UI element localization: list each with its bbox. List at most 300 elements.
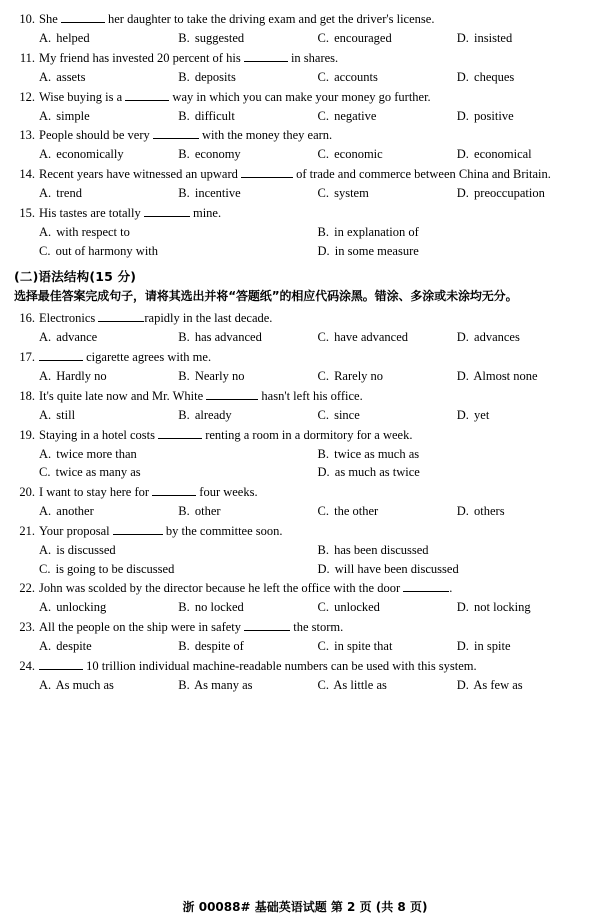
option-text: As little as <box>330 677 387 692</box>
question-item <box>14 348 596 386</box>
option-choice[interactable] <box>178 107 317 126</box>
question-text <box>39 522 596 541</box>
question-text-before-blank: Wise buying is a <box>39 89 126 104</box>
option-label: B. <box>178 186 190 200</box>
question-text-after-blank: 10 trillion individual machine-readable numbers can be used with this system. <box>83 658 477 673</box>
option-choice[interactable] <box>39 184 178 203</box>
option-text: deposits <box>191 69 236 84</box>
question-text-before-blank: I want to stay here for <box>39 485 153 499</box>
option-choice[interactable] <box>39 406 178 425</box>
section-directions: 选择最佳答案完成句子，请将其选出并将“答题纸”的相应代码涂黑。错涂、多涂或未涂均无分。 <box>14 289 518 304</box>
option-choice[interactable] <box>178 145 317 164</box>
option-row <box>14 242 596 261</box>
option-choice[interactable] <box>318 676 457 695</box>
option-row <box>14 107 596 126</box>
question-item <box>14 483 596 521</box>
option-label: D. <box>317 243 330 258</box>
option-label: C. <box>317 677 329 692</box>
option-choice[interactable] <box>178 29 317 48</box>
option-choice[interactable] <box>318 445 597 464</box>
question-text-after-blank: cigarette agrees with me. <box>83 350 212 364</box>
question-text <box>39 387 596 406</box>
option-label: A. <box>39 369 52 383</box>
option-choice[interactable] <box>457 68 596 87</box>
option-row <box>14 560 596 579</box>
option-choice[interactable] <box>457 367 596 386</box>
option-text: has been discussed <box>330 542 429 557</box>
option-label: B. <box>178 639 190 653</box>
question-text-before-blank: All the people on the ship were in safety <box>39 620 245 634</box>
option-row <box>14 445 596 464</box>
option-text: encouraged <box>330 31 392 45</box>
option-label: C. <box>317 407 329 422</box>
question-text <box>39 483 596 502</box>
option-text: insisted <box>470 31 513 45</box>
option-text: as much as twice <box>331 465 420 480</box>
option-label: D. <box>317 465 330 480</box>
question-stem <box>14 348 596 367</box>
option-choice[interactable] <box>318 29 457 48</box>
option-text: cheques <box>470 69 515 84</box>
option-row <box>14 502 596 521</box>
option-label: C. <box>317 369 329 383</box>
option-choice[interactable] <box>39 145 178 164</box>
question-text-after-blank: the storm. <box>290 620 344 634</box>
option-choice[interactable] <box>318 637 457 656</box>
option-choice[interactable] <box>457 107 596 126</box>
option-text: out of harmony with <box>52 243 159 258</box>
question-text-after-blank: . <box>449 581 453 596</box>
option-choice[interactable] <box>39 560 318 579</box>
option-row <box>14 328 596 347</box>
option-choice[interactable] <box>457 29 596 48</box>
option-label: C. <box>39 465 51 480</box>
option-text: in explanation of <box>330 224 419 239</box>
option-choice[interactable] <box>39 637 178 656</box>
option-choice[interactable] <box>318 328 457 347</box>
option-label: B. <box>178 504 190 518</box>
question-text <box>39 204 596 223</box>
option-choice[interactable] <box>39 541 318 560</box>
question-text-before-blank: People should be very <box>39 128 153 143</box>
question-text-before-blank: Staying in a hotel costs <box>39 427 159 442</box>
option-choice[interactable] <box>318 367 457 386</box>
option-choice[interactable] <box>457 598 596 617</box>
question-text-after-blank: in shares. <box>287 50 339 65</box>
option-label: D. <box>456 147 469 162</box>
option-text: already <box>191 407 232 422</box>
option-text: with respect to <box>53 224 130 239</box>
option-choice[interactable] <box>39 242 318 261</box>
option-text: yet <box>470 407 490 422</box>
question-text-after-blank: with the money they earn. <box>198 128 333 143</box>
footer-text: 浙 00088# 基础英语试题 第 2 页 (共 8 页) <box>182 900 428 914</box>
option-choice[interactable] <box>318 145 457 164</box>
question-number: 20. <box>19 485 35 499</box>
question-item <box>14 522 596 579</box>
question-text-after-blank: her daughter to take the driving exam and get the driver's license. <box>104 12 435 26</box>
answer-blank[interactable] <box>113 522 163 535</box>
option-choice[interactable] <box>318 184 457 203</box>
option-label: C. <box>317 69 329 84</box>
option-text: other <box>191 504 221 518</box>
option-label: B. <box>178 330 190 345</box>
option-label: A. <box>39 69 52 84</box>
option-label: A. <box>39 446 52 461</box>
answer-blank[interactable] <box>39 348 83 361</box>
option-label: D. <box>456 407 469 422</box>
question-text-before-blank: His tastes are totally <box>39 205 144 220</box>
option-label: D. <box>456 186 469 200</box>
option-label: D. <box>456 108 469 123</box>
question-text <box>39 618 596 637</box>
question-text-before-blank: My friend has invested 20 percent of his <box>39 50 244 65</box>
question-text-before-blank: Your proposal <box>39 523 113 538</box>
option-label: B. <box>178 108 190 123</box>
option-choice[interactable] <box>318 68 457 87</box>
answer-blank[interactable] <box>153 126 199 139</box>
option-choice[interactable] <box>39 29 178 48</box>
option-text: despite of <box>191 639 244 653</box>
questions-group-grammar <box>14 309 596 694</box>
option-label: D. <box>456 369 469 383</box>
question-text <box>39 426 596 445</box>
option-label: B. <box>178 147 190 162</box>
answer-blank[interactable] <box>206 387 258 400</box>
option-label: D. <box>456 330 469 345</box>
option-label: A. <box>39 186 52 200</box>
option-label: D. <box>456 69 469 84</box>
question-number: 14. <box>19 167 35 181</box>
question-text-after-blank: mine. <box>189 205 222 220</box>
option-text: still <box>53 407 76 422</box>
option-text: since <box>330 407 360 422</box>
answer-blank[interactable] <box>39 657 83 670</box>
option-choice[interactable] <box>318 242 597 261</box>
question-item <box>14 88 596 126</box>
question-stem <box>14 88 596 107</box>
option-text: economically <box>53 147 124 162</box>
option-label: D. <box>456 600 469 615</box>
option-choice[interactable] <box>39 502 178 521</box>
option-choice[interactable] <box>318 502 457 521</box>
option-label: C. <box>317 147 329 162</box>
answer-blank[interactable] <box>98 309 144 322</box>
option-choice[interactable] <box>39 445 318 464</box>
question-number: 19. <box>19 427 35 442</box>
option-row <box>14 184 596 203</box>
option-text: twice as many as <box>52 465 141 480</box>
question-text-before-blank: Recent years have witnessed an upward <box>39 167 242 181</box>
question-item <box>14 657 596 695</box>
question-stem <box>14 49 596 68</box>
option-choice[interactable] <box>178 367 317 386</box>
question-item <box>14 309 596 347</box>
option-choice[interactable] <box>457 328 596 347</box>
option-choice[interactable] <box>457 184 596 203</box>
option-text: economic <box>330 147 383 162</box>
section-title: (二)语法结构(15 分) <box>14 269 137 285</box>
option-label: A. <box>39 542 52 557</box>
option-choice[interactable] <box>39 367 178 386</box>
option-choice[interactable] <box>178 598 317 617</box>
option-text: another <box>53 504 94 518</box>
option-label: A. <box>39 639 52 653</box>
question-number: 18. <box>19 388 35 403</box>
option-label: C. <box>317 108 329 123</box>
option-choice[interactable] <box>39 68 178 87</box>
option-text: trend <box>53 186 82 200</box>
question-stem <box>14 126 596 145</box>
question-stem <box>14 522 596 541</box>
option-text: positive <box>470 108 514 123</box>
option-text: suggested <box>191 31 245 45</box>
option-text: Nearly no <box>191 369 245 383</box>
option-row <box>14 406 596 425</box>
question-text-after-blank: hasn't left his office. <box>258 388 363 403</box>
option-text: has advanced <box>191 330 262 345</box>
option-text: economical <box>470 147 532 162</box>
option-choice[interactable] <box>318 560 597 579</box>
answer-blank[interactable] <box>241 165 293 178</box>
option-label: B. <box>178 369 190 383</box>
option-choice[interactable] <box>457 145 596 164</box>
option-label: D. <box>317 561 330 576</box>
option-label: A. <box>39 330 52 345</box>
option-row <box>14 541 596 560</box>
option-text: difficult <box>191 108 235 123</box>
answer-blank[interactable] <box>144 204 190 217</box>
question-item <box>14 618 596 656</box>
option-label: C. <box>317 504 329 518</box>
answer-blank[interactable] <box>403 579 449 592</box>
option-label: B. <box>178 600 190 615</box>
option-text: Hardly no <box>53 369 107 383</box>
option-text: As many as <box>191 677 253 692</box>
question-text-after-blank: rapidly in the last decade. <box>144 311 273 326</box>
option-label: A. <box>39 407 52 422</box>
option-row <box>14 598 596 617</box>
question-stem <box>14 657 596 676</box>
option-row <box>14 223 596 242</box>
option-choice[interactable] <box>39 676 178 695</box>
question-text <box>39 88 596 107</box>
option-choice[interactable] <box>178 328 317 347</box>
option-text: Rarely no <box>330 369 384 383</box>
option-label: A. <box>39 677 52 692</box>
option-row <box>14 676 596 695</box>
option-label: A. <box>39 504 52 518</box>
option-label: B. <box>178 31 190 45</box>
option-text: negative <box>330 108 377 123</box>
option-text: in some measure <box>331 243 419 258</box>
option-label: A. <box>39 600 52 615</box>
question-stem <box>14 426 596 445</box>
question-text <box>39 10 596 29</box>
question-stem <box>14 309 596 328</box>
option-text: have advanced <box>330 330 409 345</box>
option-choice[interactable] <box>178 637 317 656</box>
question-item <box>14 579 596 617</box>
option-choice[interactable] <box>457 502 596 521</box>
option-label: B. <box>317 446 329 461</box>
option-label: D. <box>456 677 469 692</box>
option-text: As few as <box>470 677 523 692</box>
option-label: D. <box>456 639 469 653</box>
answer-blank[interactable] <box>158 426 202 439</box>
question-item <box>14 10 596 48</box>
questions-group-vocabulary <box>14 10 596 260</box>
option-label: C. <box>317 330 329 345</box>
option-choice[interactable] <box>39 223 318 242</box>
page-footer <box>0 898 610 915</box>
option-label: B. <box>178 407 190 422</box>
option-choice[interactable] <box>318 223 597 242</box>
question-stem <box>14 387 596 406</box>
option-text: incentive <box>191 186 241 200</box>
answer-blank[interactable] <box>61 10 105 23</box>
option-text: no locked <box>191 600 244 615</box>
question-stem <box>14 483 596 502</box>
option-choice[interactable] <box>457 406 596 425</box>
option-row <box>14 29 596 48</box>
option-text: As much as <box>53 677 114 692</box>
option-text: unlocking <box>53 600 107 615</box>
option-label: A. <box>39 31 52 45</box>
question-text <box>39 126 596 145</box>
question-number: 12. <box>19 89 35 104</box>
option-choice[interactable] <box>318 406 457 425</box>
option-label: A. <box>39 108 52 123</box>
option-text: in spite that <box>330 639 393 653</box>
option-label: C. <box>317 186 329 200</box>
option-label: C. <box>39 243 51 258</box>
option-text: unlocked <box>330 600 380 615</box>
option-text: not locking <box>470 600 531 615</box>
option-label: B. <box>317 542 329 557</box>
question-number: 23. <box>19 620 35 634</box>
option-label: B. <box>317 224 329 239</box>
option-choice[interactable] <box>39 463 318 482</box>
option-label: C. <box>317 600 329 615</box>
option-text: system <box>330 186 369 200</box>
question-text-after-blank: by the committee soon. <box>162 523 283 538</box>
option-choice[interactable] <box>178 406 317 425</box>
question-number: 22. <box>19 581 35 596</box>
question-number: 10. <box>19 12 35 26</box>
option-label: A. <box>39 147 52 162</box>
option-choice[interactable] <box>318 107 457 126</box>
option-text: economy <box>191 147 241 162</box>
option-choice[interactable] <box>178 676 317 695</box>
answer-blank[interactable] <box>152 483 196 496</box>
option-text: in spite <box>470 639 511 653</box>
question-number: 15. <box>19 205 35 220</box>
option-choice[interactable] <box>318 598 457 617</box>
question-text <box>39 49 596 68</box>
option-text: advances <box>470 330 520 345</box>
option-text: will have been discussed <box>331 561 459 576</box>
question-text-after-blank: way in which you can make your money go further. <box>169 89 431 104</box>
option-text: Almost none <box>470 369 538 383</box>
question-stem <box>14 579 596 598</box>
question-text <box>39 657 596 676</box>
question-text <box>39 309 596 328</box>
question-item <box>14 387 596 425</box>
option-choice[interactable] <box>178 502 317 521</box>
option-label: D. <box>456 504 469 518</box>
option-label: C. <box>39 561 51 576</box>
option-choice[interactable] <box>39 328 178 347</box>
question-text-before-blank: It's quite late now and Mr. White <box>39 388 207 403</box>
answer-blank[interactable] <box>244 618 290 631</box>
option-row <box>14 367 596 386</box>
option-text: twice as much as <box>330 446 420 461</box>
option-label: B. <box>178 69 190 84</box>
question-number: 24. <box>19 658 35 673</box>
option-row <box>14 68 596 87</box>
option-choice[interactable] <box>457 676 596 695</box>
option-text: twice more than <box>53 446 137 461</box>
question-text-after-blank: renting a room in a dormitory for a week. <box>202 427 413 442</box>
option-text: is going to be discussed <box>52 561 175 576</box>
question-stem <box>14 165 596 184</box>
question-text-before-blank: She <box>39 12 61 26</box>
option-choice[interactable] <box>457 637 596 656</box>
question-item <box>14 126 596 164</box>
option-row <box>14 463 596 482</box>
question-text-after-blank: of trade and commerce between China and Britain. <box>293 167 551 181</box>
question-number: 16. <box>19 311 35 326</box>
option-label: A. <box>39 224 52 239</box>
answer-blank[interactable] <box>125 88 169 101</box>
option-text: others <box>470 504 505 518</box>
option-text: simple <box>53 108 90 123</box>
option-text: advance <box>53 330 98 345</box>
question-stem <box>14 204 596 223</box>
option-choice[interactable] <box>318 541 597 560</box>
question-number: 13. <box>19 128 35 143</box>
option-text: helped <box>53 31 90 45</box>
option-label: B. <box>178 677 190 692</box>
option-label: C. <box>317 639 329 653</box>
question-text-after-blank: four weeks. <box>196 485 258 499</box>
option-choice[interactable] <box>318 463 597 482</box>
answer-blank[interactable] <box>244 49 288 62</box>
option-text: the other <box>330 504 379 518</box>
question-stem <box>14 10 596 29</box>
option-choice[interactable] <box>39 598 178 617</box>
question-text-before-blank: John was scolded by the director because he left the office with the door <box>39 581 404 596</box>
option-choice[interactable] <box>178 184 317 203</box>
question-item <box>14 426 596 483</box>
question-number: 21. <box>19 523 35 538</box>
option-choice[interactable] <box>178 68 317 87</box>
question-number: 11. <box>19 50 35 65</box>
option-text: assets <box>53 69 86 84</box>
option-text: preoccupation <box>470 186 545 200</box>
option-label: D. <box>456 31 469 45</box>
question-number: 17. <box>19 350 35 364</box>
question-item <box>14 204 596 261</box>
option-text: is discussed <box>53 542 116 557</box>
question-text <box>39 165 596 184</box>
option-text: despite <box>53 639 92 653</box>
question-item <box>14 49 596 87</box>
question-item <box>14 165 596 203</box>
question-text <box>39 348 596 367</box>
option-choice[interactable] <box>39 107 178 126</box>
